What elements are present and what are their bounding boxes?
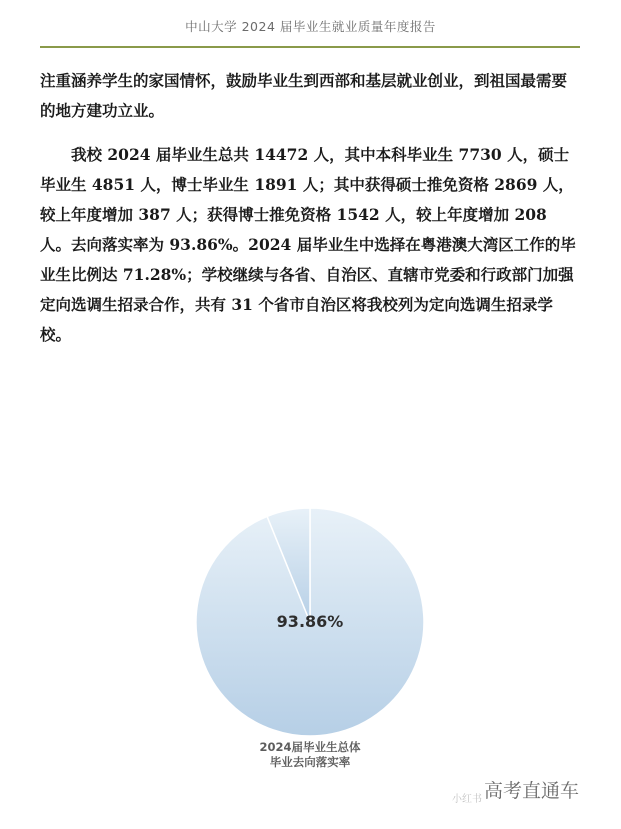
chart-caption (196, 740, 424, 770)
paragraph-1: 注重涵养学生的家国情怀，鼓励毕业生到西部和基层就业创业，到祖国最需要的地方建功立业。 (40, 71, 568, 120)
placement-rate-pie-chart (196, 508, 424, 736)
chart-caption-line-1: 2024届毕业生总体 (259, 740, 361, 754)
watermark-main-text: 高考直通车 (484, 780, 580, 802)
watermark-small-text: 小红书 (452, 794, 482, 805)
pie-value-label: 93.86% (276, 612, 344, 631)
paragraph-2: 我校 2024 届毕业生总共 14472 人，其中本科毕业生 7730 人，硕士毕业生 4851 人，博士毕业生 1891 人；其中获得硕士推免资格 2869 人，较上年度增加 387 人；获得博士推免资格 1542 人，较上年度增加 208 人。去向落实率为 93.86%。2024 届毕业生中选择在粤港澳大湾区工作的毕业生比例达 71.28%；学校继续与各省、自治区、直辖市党委和行政部门加强定向选调生招录合作，共有 31 个省市自治区将我校列为定向选调生招录学校。 (40, 145, 576, 344)
header-divider (40, 46, 580, 48)
chart-caption-line-2: 毕业去向落实率 (269, 755, 351, 769)
report-header-title: 中山大学 2024 届毕业生就业质量年度报告 (185, 19, 436, 34)
report-body (40, 66, 580, 350)
